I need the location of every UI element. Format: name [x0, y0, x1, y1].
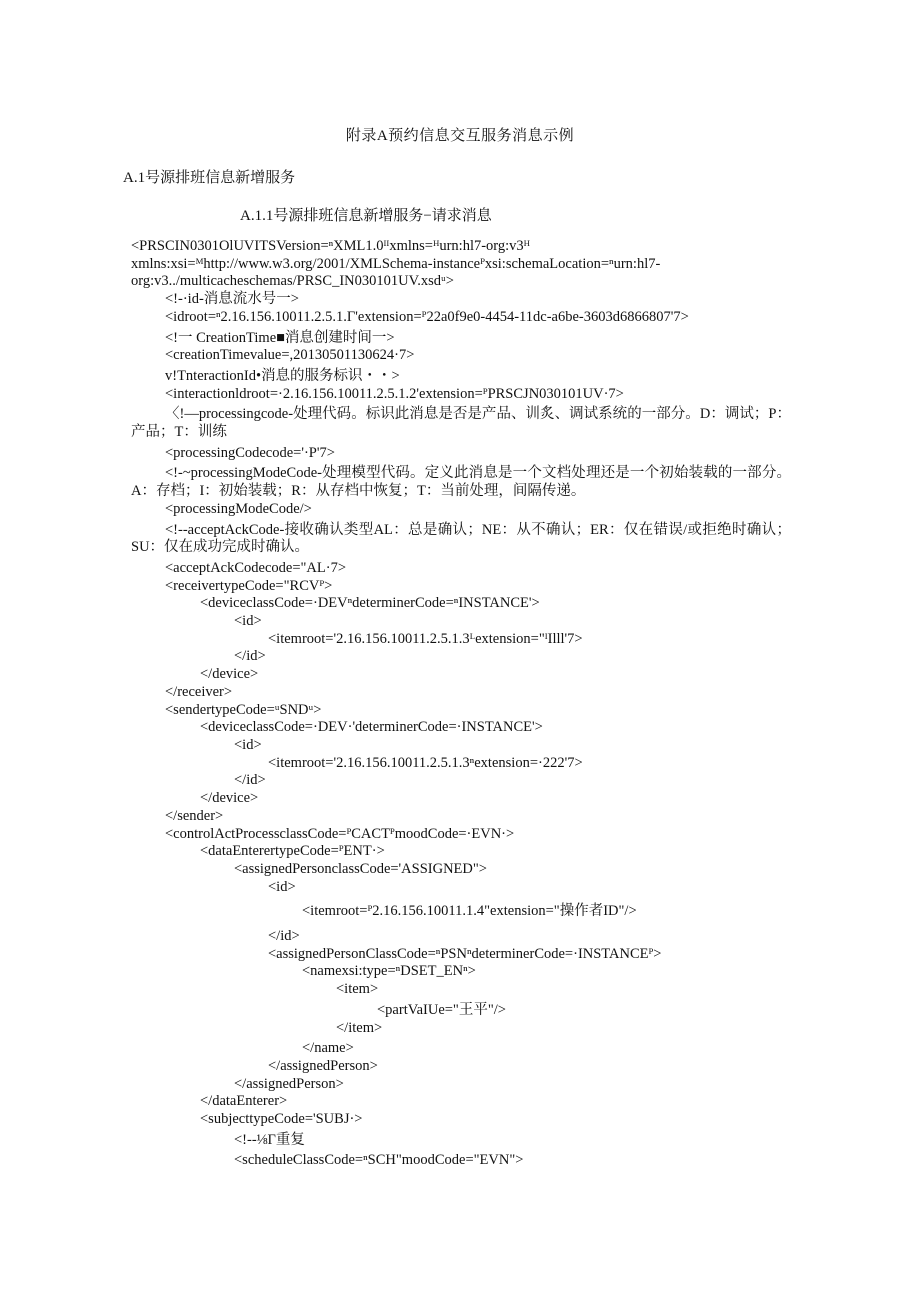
code-line: <idroot=ⁿ2.16.156.10011.2.5.1.Γ'extension=ᴾ22a0f9e0-4454-11dc-a6be-3603d6866807'7>	[165, 308, 689, 325]
code-line: <processingModeCode/>	[165, 500, 312, 517]
code-line: </device>	[200, 666, 259, 683]
code-line: </assignedPerson>	[234, 1075, 344, 1092]
subsection-heading: A.1.1号源排班信息新增服务−请求消息	[240, 208, 492, 224]
code-comment: <!--⅛Γ重复	[234, 1131, 305, 1148]
code-line: <PRSCIN0301OlUVITSVersion=ⁿXML1.0ᴵᴵxmlns=ᴴurn:hl7-org:v3ᴴ	[131, 238, 531, 254]
code-line: <dataEnterertypeCode=ᴾENT·>	[200, 843, 385, 860]
code-line: <processingCodecode='·P'7>	[165, 444, 335, 461]
code-line: <deviceclassCode=·DEV·'determinerCode=·INSTANCE'>	[200, 719, 543, 736]
code-line: </receiver>	[165, 683, 233, 700]
code-line: </item>	[336, 1019, 383, 1036]
code-line: <id>	[234, 736, 262, 753]
code-line: <assignedPersonClassCode=ⁿPSNⁿdeterminerCode=·INSTANCEᴾ>	[268, 945, 662, 962]
code-line: <interactionldroot=·2.16.156.10011.2.5.1.2'extension=ᴾPRSCJN030101UV·7>	[165, 385, 624, 402]
code-comment: <!-·id-消息流水号一>	[165, 291, 299, 308]
code-line: </sender>	[165, 807, 224, 824]
code-line: <assignedPersonclassCode='ASSIGNED">	[234, 860, 487, 877]
code-comment: v!TnteractionId•消息的服务标识・・>	[165, 367, 400, 384]
code-line: <partVaIUe="王平"/>	[377, 1001, 506, 1018]
xml-message-body	[131, 238, 791, 1170]
code-line: </device>	[200, 790, 259, 807]
code-line: <receivertypeCode="RCVᴾ>	[165, 577, 333, 594]
code-line: <id>	[234, 613, 262, 630]
code-line: <item>	[336, 981, 379, 998]
section-heading: A.1号源排班信息新增服务	[123, 170, 296, 186]
code-line: </assignedPerson>	[268, 1057, 378, 1074]
code-line: org:v3../multicacheschemas/PRSC_IN030101UV.xsdᵘ>	[131, 273, 454, 290]
code-comment: <!-~processingModeCode-处理模型代码。定义此消息是一个文档处理还是一个初始装载的一部分。A：存档；I：初始装载；R：从存档中恢复；T：当前处理，间隔传递。	[131, 465, 791, 500]
code-line: <scheduleClassCode=ⁿSCH"moodCode="EVN">	[234, 1152, 524, 1169]
code-line: xmlns:xsi=ᴹhttp://www.w3.org/2001/XMLSchema-instanceᴾxsi:schemaLocation=ⁿurn:hl7-	[131, 255, 661, 272]
document-title: 附录A预约信息交互服务消息示例	[345, 128, 575, 144]
code-line: <subjecttypeCode='SUBJ·>	[200, 1111, 363, 1128]
code-comment: <!一 CreationTime■消息创建时间一>	[165, 329, 395, 346]
code-line: <creationTimevalue=,20130501130624·7>	[165, 347, 415, 364]
code-line: <acceptAckCodecode="AL·7>	[165, 559, 347, 576]
code-line: </id>	[234, 772, 266, 789]
code-comment: <!--acceptAckCode-接收确认类型AL：总是确认；NE：从不确认；ER：仅在错误/或拒绝时确认；SU：仅在成功完成时确认。	[131, 521, 791, 556]
code-line: </dataEnterer>	[200, 1093, 288, 1110]
code-line: <itemroot='2.16.156.10011.2.5.1.3ᴸextension="ᴵIlll'7>	[268, 630, 583, 647]
code-line: </id>	[234, 648, 266, 665]
code-line: <controlActProcessclassCode=ᴾCACTᴾmoodCode=·EVN·>	[165, 825, 515, 842]
code-line: <id>	[268, 878, 296, 895]
code-line: <itemroot=ᴾ2.16.156.10011.1.4"extension="操作者ID"/>	[302, 903, 637, 920]
code-line: <deviceclassCode=·DEVⁿdeterminerCode=ⁿINSTANCE'>	[200, 595, 540, 612]
code-comment: 〈!—processingcode-处理代码。标识此消息是否是产品、训炙、调试系统的一部分。D：调试；P：产品；T：训练	[131, 406, 791, 441]
code-line: </id>	[268, 928, 300, 945]
code-line: <sendertypeCode=ᵘSNDᵘ>	[165, 701, 322, 718]
code-line: </name>	[302, 1040, 354, 1057]
code-line: <namexsi:type=ⁿDSET_ENⁿ>	[302, 963, 476, 980]
code-line: <itemroot='2.16.156.10011.2.5.1.3ⁿextension=·222'7>	[268, 754, 583, 771]
